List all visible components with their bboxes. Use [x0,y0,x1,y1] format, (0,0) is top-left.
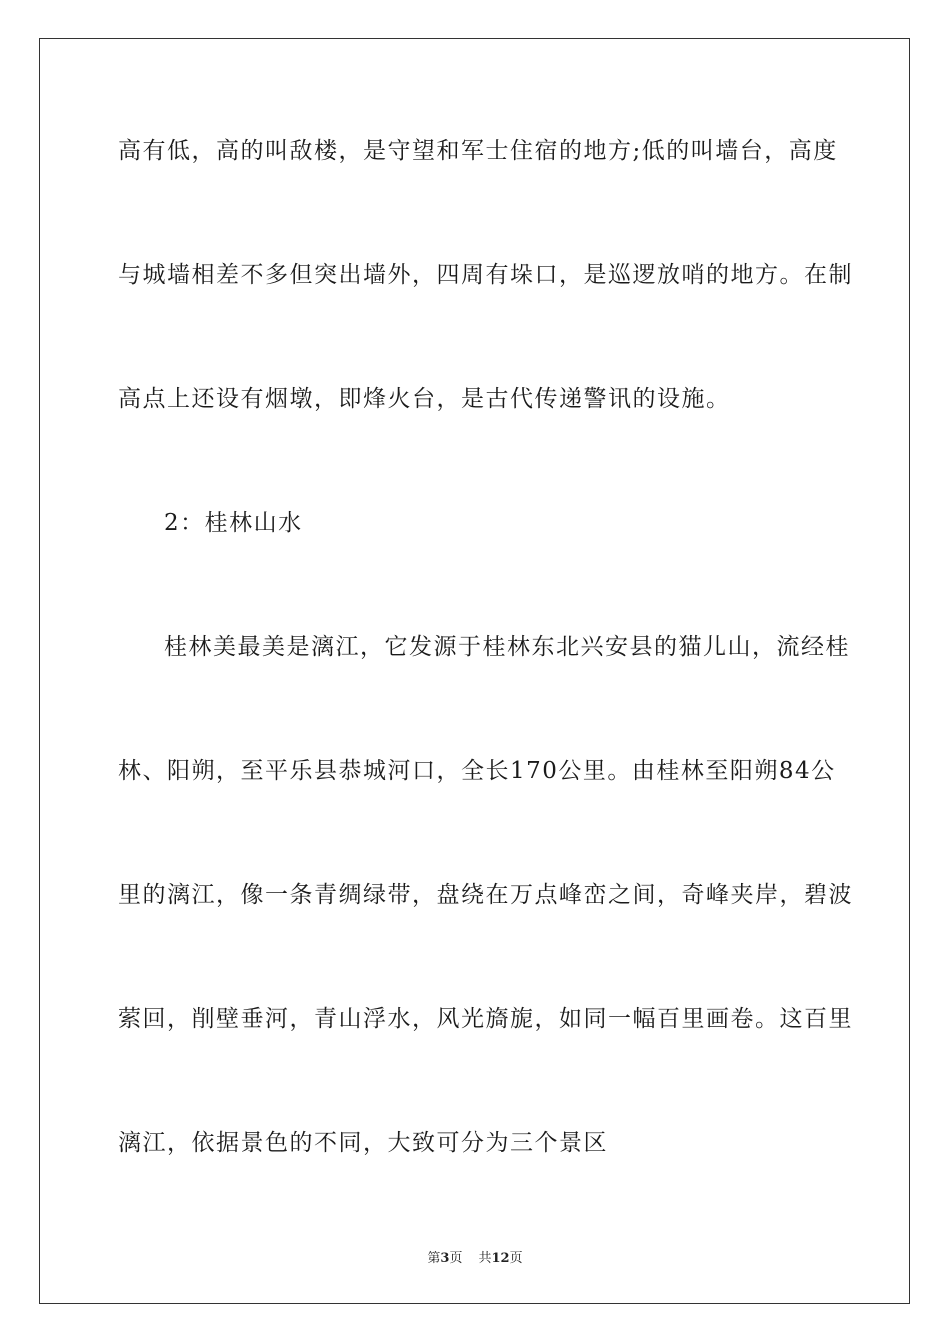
body-text-line: 萦回，削壁垂河，青山浮水，风光旖旎，如同一幅百里画卷。这百里 [118,1006,853,1032]
body-text-line: 高有低，高的叫敌楼，是守望和军士住宿的地方;低的叫墙台，高度 [118,138,838,164]
body-text-line: 高点上还设有烟墩，即烽火台，是古代传递警讯的设施。 [118,386,731,412]
total-suffix: 页 [509,1251,523,1266]
page-suffix: 页 [449,1251,463,1266]
total-pages: 12 [491,1251,510,1266]
body-text-line: 漓江，依据景色的不同，大致可分为三个景区 [118,1130,608,1156]
body-text-line: 林、阳朔，至平乐县恭城河口，全长170公里。由桂林至阳朔84公 [118,758,836,784]
section-heading: 2：桂林山水 [164,510,303,536]
page-number: 3 [440,1251,450,1266]
body-text-line: 里的漓江，像一条青绸绿带，盘绕在万点峰峦之间，奇峰夹岸，碧波 [118,882,853,908]
total-prefix: 共 [478,1251,492,1266]
body-text-line: 与城墙相差不多但突出墙外，四周有垛口，是巡逻放哨的地方。在制 [118,262,853,288]
page-prefix: 第 [427,1251,441,1266]
page-footer [0,1247,950,1266]
page-border [39,38,910,1304]
body-text-line: 桂林美最美是漓江，它发源于桂林东北兴安县的猫儿山，流经桂 [164,634,850,660]
